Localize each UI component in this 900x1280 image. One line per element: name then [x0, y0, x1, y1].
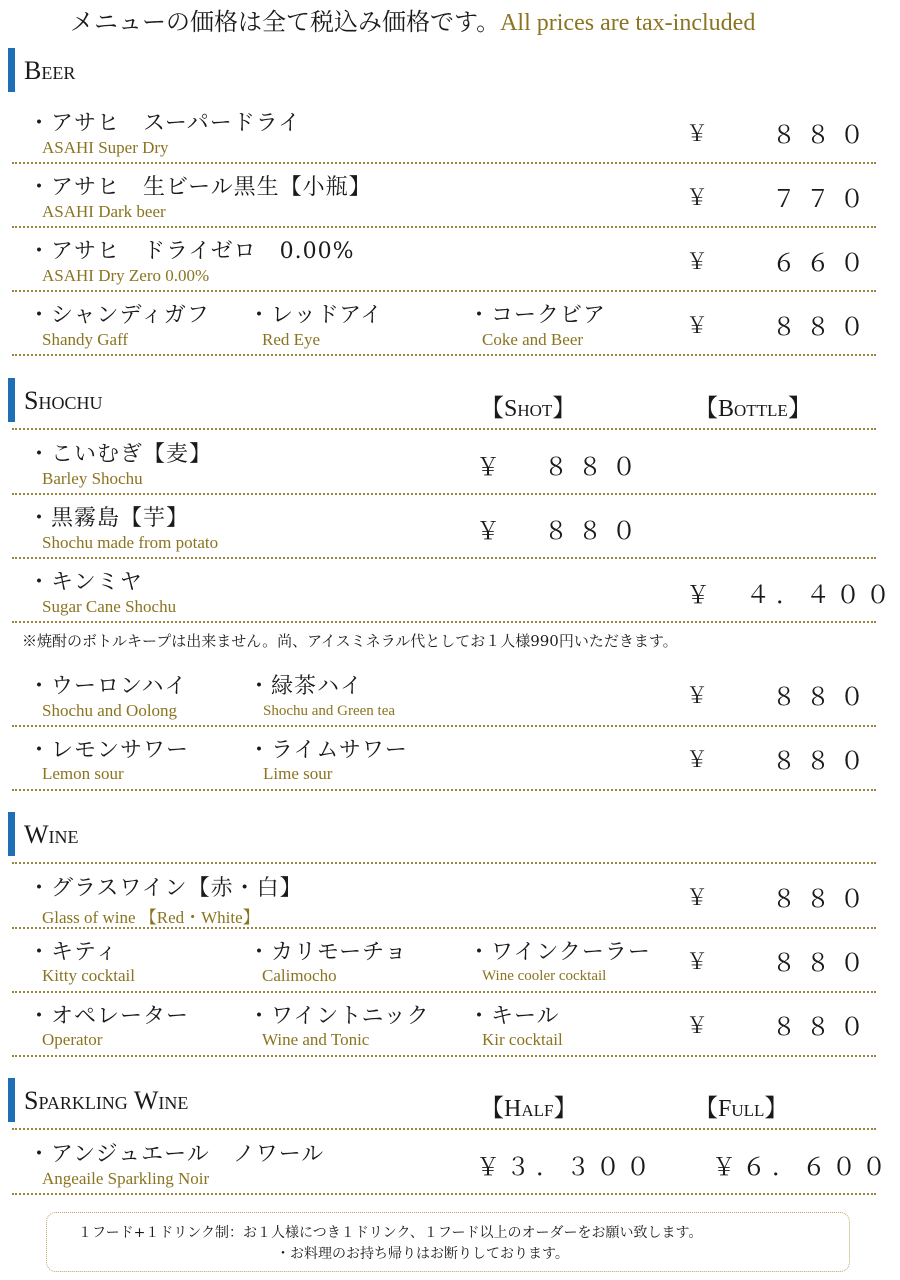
item-price: ８８０: [772, 313, 874, 341]
item-en: ASAHI Dark beer: [42, 202, 166, 221]
bottle-keep-note: ※焼酎のボトルキープは出来ません。尚、アイスミネラル代としてお１人様990円いただきます。: [22, 632, 678, 650]
row-divider: [12, 1055, 876, 1057]
beer-section-title: Beer: [24, 56, 76, 85]
item-en: ASAHI Dry Zero 0.00%: [42, 266, 210, 285]
item-jp: ・こいむぎ【麦】: [28, 442, 213, 467]
item-jp: ・カリモーチョ: [248, 940, 408, 965]
item-en: Wine cooler cocktail: [482, 968, 607, 984]
item-price: ８８０: [772, 683, 874, 711]
footer-notice: [46, 1212, 850, 1272]
bottle-column-header: 【Bottle】: [694, 396, 812, 422]
full-column-header: 【Full】: [694, 1096, 789, 1122]
item-en: ASAHI Super Dry: [42, 138, 169, 157]
item-en: Kitty cocktail: [42, 966, 136, 985]
item-jp: ・アサヒ ドライゼロ 0.00%: [28, 239, 355, 264]
item-jp: ・黒霧島【芋】: [28, 506, 190, 531]
item-jp: ・レモンサワー: [28, 738, 190, 763]
yen-sign: ￥: [686, 950, 709, 975]
item-jp: ・コークビア: [468, 303, 607, 328]
shochu-section-title: Shochu: [24, 386, 103, 415]
yen-sign: ￥: [686, 314, 709, 339]
yen-sign: ￥: [686, 886, 709, 911]
row-divider: [12, 991, 876, 993]
item-en: Glass of wine 【Red・White】: [42, 908, 260, 927]
item-en: Kir cocktail: [482, 1030, 563, 1049]
item-en: Shochu and Oolong: [42, 701, 178, 720]
item-en: Shochu and Green tea: [263, 703, 396, 719]
half-column-header: 【Half】: [480, 1096, 578, 1122]
yen-sign: ￥: [686, 250, 709, 275]
yen-sign: ￥: [686, 186, 709, 211]
half-price: ￥３．３００: [476, 1153, 656, 1181]
row-divider: [12, 1128, 876, 1130]
item-price: ６６０: [772, 249, 874, 277]
item-en: Shochu made from potato: [42, 533, 219, 552]
yen-sign: ￥: [686, 684, 709, 709]
row-divider: [12, 862, 876, 864]
row-divider: [12, 621, 876, 623]
item-jp: ・レッドアイ: [248, 303, 384, 328]
item-price: ￥ ８８０: [476, 517, 646, 545]
item-jp: ・アンジュエール ノワール: [28, 1142, 325, 1167]
item-price: ８８０: [772, 747, 874, 775]
item-jp: ・ワインクーラー: [468, 940, 651, 965]
item-price: ８８０: [772, 885, 874, 913]
item-jp: ・アサヒ 生ビール黒生【小瓶】: [28, 175, 372, 200]
full-price: ￥６．６００: [712, 1153, 892, 1181]
item-price: ￥ ４．４００: [686, 581, 896, 609]
row-divider: [12, 290, 876, 292]
wine-section-marker: [8, 812, 15, 856]
row-divider: [12, 226, 876, 228]
item-price: ８８０: [772, 949, 874, 977]
yen-sign: ￥: [686, 748, 709, 773]
item-price: ￥ ８８０: [476, 453, 646, 481]
yen-sign: ￥: [686, 122, 709, 147]
item-en: Coke and Beer: [482, 330, 584, 349]
shot-column-header: 【Shot】: [480, 396, 577, 422]
item-en: Barley Shochu: [42, 469, 143, 488]
row-divider: [12, 162, 876, 164]
item-jp: ・ライムサワー: [248, 738, 408, 763]
item-jp: ・ワイントニック: [248, 1004, 430, 1029]
row-divider: [12, 557, 876, 559]
item-jp: ・キンミヤ: [28, 570, 143, 595]
tax-note-en: All prices are tax-included: [500, 10, 756, 36]
item-en: Calimocho: [262, 966, 337, 985]
row-divider: [12, 789, 876, 791]
item-jp: ・アサヒ スーパードライ: [28, 111, 302, 136]
row-divider: [12, 428, 876, 430]
item-price: ７７０: [772, 185, 874, 213]
shochu-section-marker: [8, 378, 15, 422]
item-jp: ・キティ: [28, 940, 119, 965]
item-price: ８８０: [772, 121, 874, 149]
tax-note-jp: メニューの価格は全て税込み価格です。: [70, 8, 501, 36]
item-en: Sugar Cane Shochu: [42, 597, 177, 616]
item-jp: ・キール: [468, 1004, 560, 1029]
item-price: ８８０: [772, 1013, 874, 1041]
yen-sign: ￥: [686, 1014, 709, 1039]
item-jp: ・緑茶ハイ: [248, 674, 364, 699]
item-jp: ・オペレーター: [28, 1004, 190, 1029]
footer-line-2: ・お料理のお持ち帰りはお断りしております。: [276, 1246, 569, 1262]
item-en: Lemon sour: [42, 764, 124, 783]
sparkling-section-marker: [8, 1078, 15, 1122]
row-divider: [12, 927, 876, 929]
row-divider: [12, 493, 876, 495]
item-en: Wine and Tonic: [262, 1030, 370, 1049]
row-divider: [12, 354, 876, 356]
row-divider: [12, 1193, 876, 1195]
item-en: Lime sour: [263, 764, 333, 783]
row-divider: [12, 725, 876, 727]
item-en: Angeaile Sparkling Noir: [42, 1169, 210, 1188]
tax-note: [70, 2, 755, 37]
item-jp: ・シャンディガフ: [28, 303, 210, 328]
item-jp: ・ウーロンハイ: [28, 674, 188, 699]
item-en: Operator: [42, 1030, 103, 1049]
item-en: Shandy Gaff: [42, 330, 129, 349]
beer-section-marker: [8, 48, 15, 92]
item-en: Red Eye: [262, 330, 321, 349]
wine-section-title: Wine: [24, 820, 79, 849]
item-jp: ・グラスワイン【赤・白】: [28, 876, 303, 901]
sparkling-section-title: Sparkling Wine: [24, 1086, 189, 1115]
footer-line-1: １フード+１ドリンク制：お１人様につき１ドリンク、１フード以上のオーダーをお願い致します。: [78, 1225, 703, 1241]
